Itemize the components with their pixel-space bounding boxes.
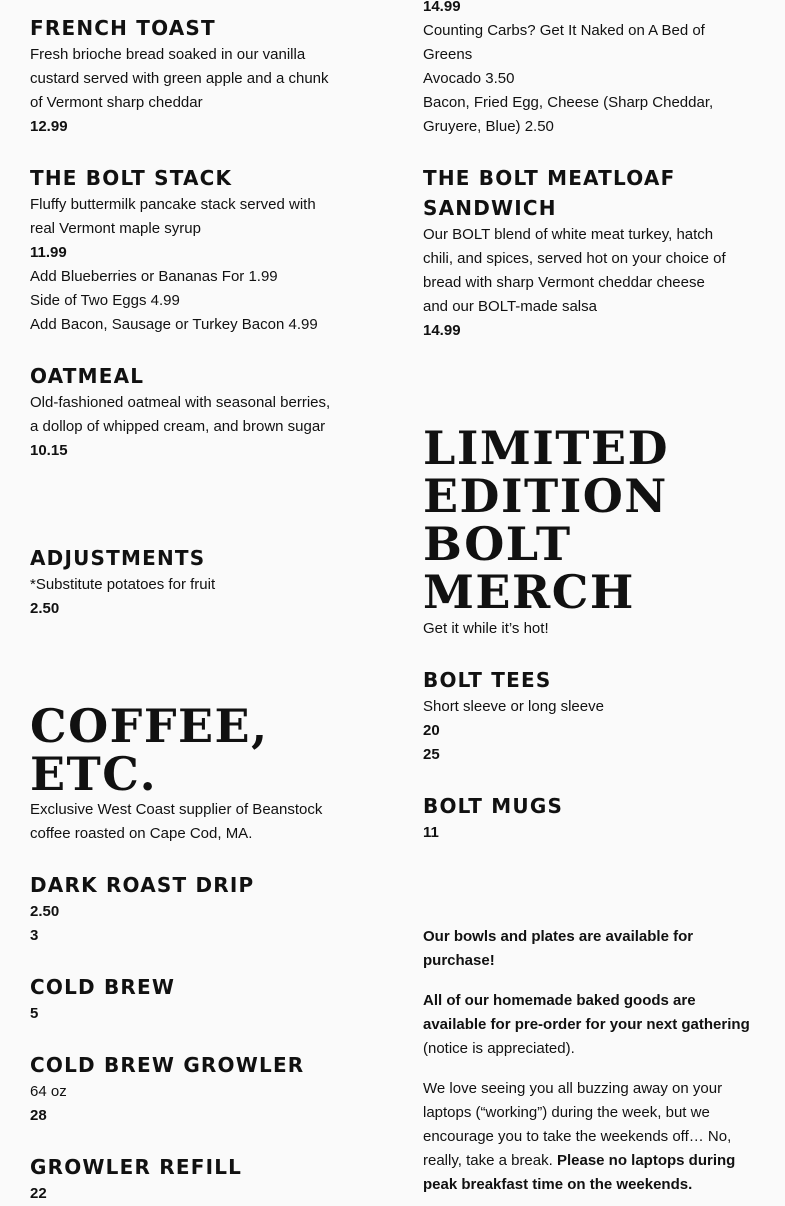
top-note: Counting Carbs? Get It Naked on A Bed of [423, 22, 705, 39]
cold-brew-price: 5 [30, 1005, 39, 1022]
meatloaf-desc: Our BOLT blend of white meat turkey, hatch [423, 226, 714, 243]
oatmeal-desc: Old-fashioned oatmeal with seasonal berries, [30, 394, 331, 411]
laptop-note: encourage you to take the weekends off… No, [423, 1128, 732, 1145]
coffee-heading: COFFEE, [30, 699, 269, 753]
bowls-note: Our bowls and plates are available for [423, 928, 694, 945]
mugs-title: BOLT MUGS [423, 794, 564, 818]
merch-heading: MERCH [423, 565, 635, 619]
dark-roast-price: 3 [30, 927, 39, 944]
french-toast-desc: custard served with green apple and a chunk [30, 70, 329, 87]
tees-title: BOLT TEES [423, 668, 552, 692]
cold-brew-title: COLD BREW [30, 975, 176, 999]
top-price: 14.99 [423, 0, 461, 15]
meatloaf-desc: bread with sharp Vermont cheddar cheese [423, 274, 705, 291]
laptop-note-text: really, take a break. [423, 1152, 553, 1169]
bolt-stack-desc: real Vermont maple syrup [30, 220, 201, 237]
laptop-note [423, 1149, 735, 1173]
bolt-stack-addon: Add Blueberries or Bananas For 1.99 [30, 268, 278, 285]
bowls-note: purchase! [423, 952, 495, 969]
tees-desc: Short sleeve or long sleeve [423, 698, 604, 715]
french-toast-title: FRENCH TOAST [30, 16, 216, 40]
bolt-stack-addon: Add Bacon, Sausage or Turkey Bacon 4.99 [30, 316, 318, 333]
refill-title: GROWLER REFILL [30, 1155, 243, 1179]
dark-roast-price: 2.50 [30, 903, 60, 920]
baked-note: available for pre-order for your next gathering [423, 1016, 750, 1033]
french-toast-desc: of Vermont sharp cheddar [30, 94, 203, 111]
coffee-heading: ETC. [30, 747, 158, 801]
oatmeal-price: 10.15 [30, 442, 68, 459]
bolt-stack-title: THE BOLT STACK [30, 166, 233, 190]
baked-note: All of our homemade baked goods are [423, 992, 696, 1009]
adjustments-price: 2.50 [30, 600, 60, 617]
coffee-desc: coffee roasted on Cape Cod, MA. [30, 825, 253, 842]
adjustments-desc: *Substitute potatoes for fruit [30, 576, 216, 593]
top-note: Bacon, Fried Egg, Cheese (Sharp Cheddar, [423, 94, 714, 111]
merch-heading: LIMITED [423, 421, 669, 475]
meatloaf-desc: and our BOLT-made salsa [423, 298, 597, 315]
growler-size: 64 oz [30, 1083, 67, 1100]
french-toast-price: 12.99 [30, 118, 68, 135]
adjustments-title: ADJUSTMENTS [30, 546, 206, 570]
oatmeal-title: OATMEAL [30, 364, 145, 388]
meatloaf-price: 14.99 [423, 322, 461, 339]
laptop-note: laptops (“working”) during the week, but we [423, 1104, 710, 1121]
baked-note: (notice is appreciated). [423, 1040, 575, 1057]
top-note: Avocado 3.50 [423, 70, 515, 87]
merch-heading: EDITION [423, 469, 668, 523]
meatloaf-desc: chili, and spices, served hot on your choice of [423, 250, 726, 267]
meatloaf-title: THE BOLT MEATLOAF [423, 166, 676, 190]
bolt-stack-addon: Side of Two Eggs 4.99 [30, 292, 180, 309]
merch-tagline: Get it while it’s hot! [423, 620, 549, 637]
french-toast-desc: Fresh brioche bread soaked in our vanilla [30, 46, 306, 63]
top-note: Gruyere, Blue) 2.50 [423, 118, 554, 135]
meatloaf-title: SANDWICH [423, 196, 557, 220]
refill-price: 22 [30, 1185, 47, 1202]
oatmeal-desc: a dollop of whipped cream, and brown sugar [30, 418, 326, 435]
tees-price: 25 [423, 746, 440, 763]
growler-title: COLD BREW GROWLER [30, 1053, 305, 1077]
bolt-stack-desc: Fluffy buttermilk pancake stack served with [30, 196, 316, 213]
bolt-stack-price: 11.99 [30, 244, 67, 261]
mugs-price: 11 [423, 824, 439, 841]
merch-heading: BOLT [423, 517, 572, 571]
top-note: Greens [423, 46, 473, 63]
laptop-note: We love seeing you all buzzing away on your [423, 1080, 723, 1097]
dark-roast-title: DARK ROAST DRIP [30, 873, 255, 897]
tees-price: 20 [423, 722, 440, 739]
coffee-desc: Exclusive West Coast supplier of Beanstock [30, 801, 323, 818]
growler-price: 28 [30, 1107, 47, 1124]
laptop-warning: Please no laptops during [556, 1152, 736, 1169]
laptop-warning: peak breakfast time on the weekends. [423, 1176, 693, 1193]
